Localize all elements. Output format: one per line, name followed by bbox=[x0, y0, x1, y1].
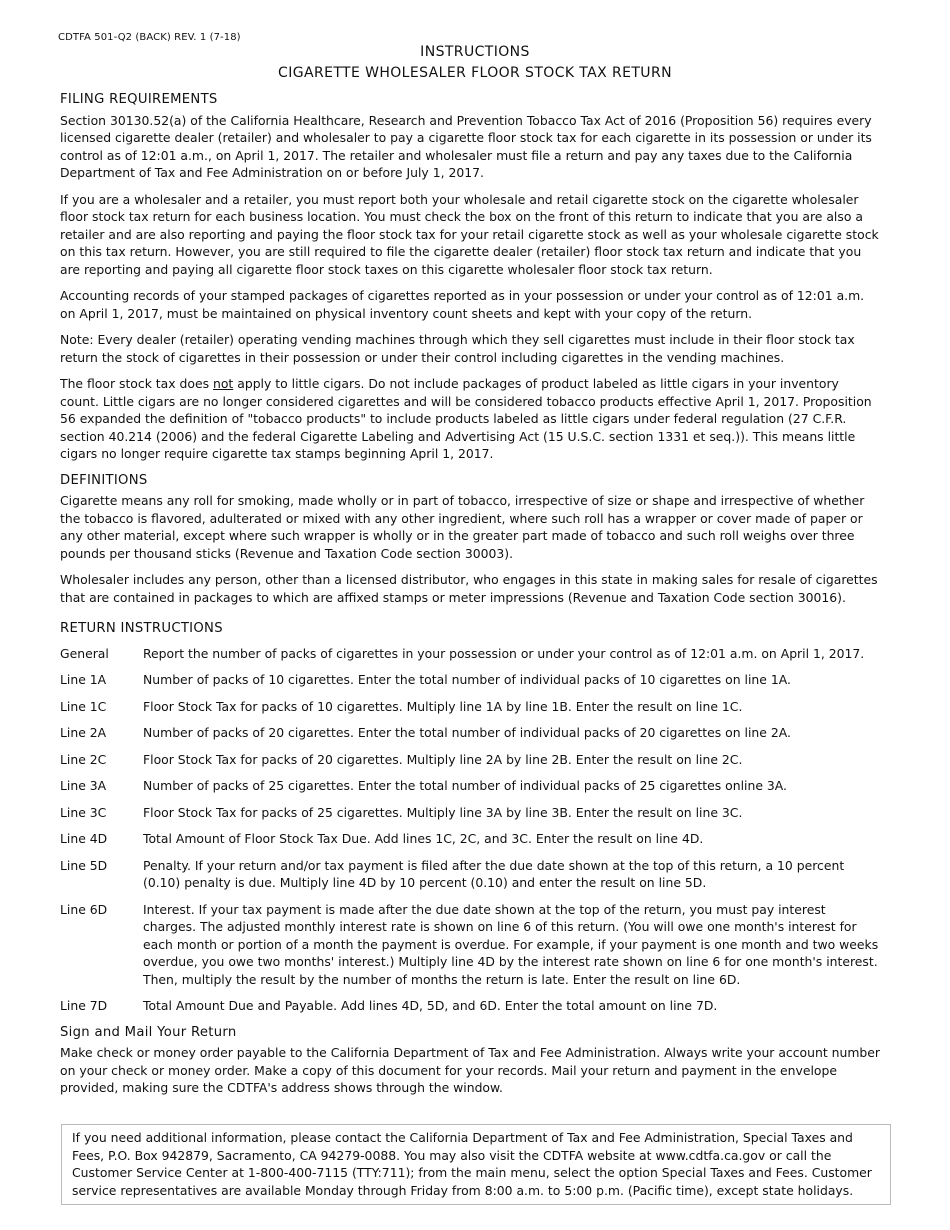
additional-info-box: If you need additional information, please contact the California Department of Tax and Fee Administration, Special Taxes and Fees, P.O. Box 942879, Sacramento, CA 94279-0088. You may also visit the CDTFA website at www.cdtfa.ca.gov or call the Customer Service Center at 1-800-400-7115 (TTY:711); from the main menu, select the option Special Taxes and Fees. Customer service representatives are available Monday through Friday from 8:00 a.m. to 5:00 p.m. (Pacific time), except state holidays. bbox=[61, 1124, 891, 1205]
filing-requirements-heading: FILING REQUIREMENTS bbox=[60, 92, 218, 107]
filing-paragraph-5 bbox=[60, 375, 880, 463]
instruction-text: Number of packs of 10 cigarettes. Enter the total number of individual packs of 10 cigarettes on line 1A. bbox=[143, 672, 791, 687]
definition-cigarette: Cigarette means any roll for smoking, made wholly or in part of tobacco, irrespective of size or shape and irrespective of whether the tobacco is flavored, adulterated or mixed with any other ingredient, where such roll has a wrapper or cover made of paper or any other material, except where such wrapper is wholly or in the greater part made of tobacco and such roll weighs over three pounds per thousand sticks (Revenue and Taxation Code section 30003). bbox=[60, 493, 865, 561]
instruction-text: Floor Stock Tax for packs of 25 cigarettes. Multiply line 3A by line 3B. Enter the result on line 3C. bbox=[143, 804, 743, 820]
sign-and-mail-paragraph: Make check or money order payable to the California Department of Tax and Fee Administration. Always write your account number on your check or money order. Make a copy of this document for your records. Mail your return and payment in the envelope provided, making sure the CDTFA's address shows through the window. bbox=[60, 1045, 880, 1095]
instruction-text: Interest. If your tax payment is made after the due date shown at the top of the return, you must pay interest charges. The adjusted monthly interest rate is shown on line 6 of this return. (You will owe one month's interest for each month or portion of a month the payment is overdue. For example, if your payment is one month and two weeks overdue, you owe two months' interest.) Multiply line 4D by the interest rate shown on line 6 for one month's interest. Then, multiply the result by the number of months the return is late. Enter the result on line 6D. bbox=[143, 901, 879, 987]
instruction-line-label: Line 7D bbox=[60, 998, 108, 1013]
definition-wholesaler: Wholesaler includes any person, other than a licensed distributor, who engages in this state in making sales for resale of cigarettes that are contained in packages to which are affixed stamps or meter impressions (Revenue and Taxation Code section 30016). bbox=[60, 572, 878, 605]
instruction-row bbox=[60, 671, 880, 689]
little-cigars-text-a: The floor stock tax does bbox=[60, 376, 213, 391]
instruction-line-label: Line 1A bbox=[60, 672, 107, 687]
instruction-line-label: Line 6D bbox=[60, 901, 108, 917]
instruction-row bbox=[60, 724, 880, 742]
instruction-text: Total Amount of Floor Stock Tax Due. Add lines 1C, 2C, and 3C. Enter the result on line 4D. bbox=[143, 831, 704, 846]
instruction-row bbox=[60, 751, 880, 769]
instruction-row bbox=[60, 645, 880, 663]
little-cigars-text-b: apply to little cigars. Do not include packages of product labeled as little cigars in your inventory count. Little cigars are no longer considered cigarettes and will be considered tobacco products effective April 1, 2017. Proposition 56 expanded the definition of "tobacco products" to include products labeled as little cigars under federal regulation (27 C.F.R. section 40.214 (2006) and the federal Cigarette Labeling and Advertising Act (15 U.S.C. section 1331 et seq.)). This means little cigars no longer require cigarette tax stamps beginning April 1, 2017. bbox=[60, 376, 872, 461]
title-line-1: INSTRUCTIONS bbox=[420, 44, 530, 60]
instruction-line-label: Line 4D bbox=[60, 831, 108, 846]
little-cigars-not-underlined: not bbox=[213, 376, 234, 391]
instruction-line-label: Line 3C bbox=[60, 804, 107, 820]
filing-paragraph-3: Accounting records of your stamped packages of cigarettes reported as in your possession or under your control as of 12:01 a.m. on April 1, 2017, must be maintained on physical inventory count sheets and kept with your copy of the return. bbox=[60, 288, 865, 321]
instruction-line-label: Line 2A bbox=[60, 725, 107, 740]
filing-paragraph-4: Note: Every dealer (retailer) operating vending machines through which they sell cigarettes must include in their floor stock tax return the stock of cigarettes in their possession or under their control including cigarettes in the vending machines. bbox=[60, 332, 855, 365]
return-instructions-heading: RETURN INSTRUCTIONS bbox=[60, 621, 223, 636]
filing-paragraph-1: Section 30130.52(a) of the California Healthcare, Research and Prevention Tobacco Tax Act of 2016 (Proposition 56) requires every licensed cigarette dealer (retailer) and wholesaler to pay a cigarette floor stock tax for each cigarette in its possession or under its control as of 12:01 a.m., on April 1, 2017. The retailer and wholesaler must file a return and pay any taxes due to the California Department of Tax and Fee Administration on or before July 1, 2017. bbox=[60, 112, 872, 180]
instruction-text: Report the number of packs of cigarettes in your possession or under your control as of 12:01 a.m. on April 1, 2017. bbox=[143, 645, 865, 661]
instruction-line-label: Line 2C bbox=[60, 751, 107, 767]
definitions-heading: DEFINITIONS bbox=[60, 472, 148, 488]
filing-paragraph-2: If you are a wholesaler and a retailer, you must report both your wholesale and retail cigarette stock on the cigarette wholesaler floor stock tax return for each business location. You must check the box on the front of this return to indicate that you are also a retailer and are also reporting and paying the floor stock tax for your retail cigarette stock as well as your wholesale cigarette stock on this tax return. However, you are still required to file the cigarette dealer (retailer) floor stock tax return and indicate that you are reporting and paying all cigarette floor stock taxes on this cigarette wholesaler floor stock tax return. bbox=[60, 191, 879, 277]
instruction-row bbox=[60, 804, 880, 822]
instruction-text: Floor Stock Tax for packs of 10 cigarettes. Multiply line 1A by line 1B. Enter the result on line 1C. bbox=[143, 698, 743, 714]
instruction-text: Number of packs of 20 cigarettes. Enter the total number of individual packs of 20 cigarettes on line 2A. bbox=[143, 725, 791, 740]
instruction-row bbox=[60, 698, 880, 716]
instructions-body bbox=[60, 91, 880, 1106]
instruction-text: Penalty. If your return and/or tax payment is filed after the due date shown at the top of this return, a 10 percent (0.10) penalty is due. Multiply line 4D by 10 percent (0.10) and enter the result on line 5D. bbox=[143, 857, 845, 890]
title-line-2: CIGARETTE WHOLESALER FLOOR STOCK TAX RETURN bbox=[278, 65, 672, 81]
instruction-line-label: Line 5D bbox=[60, 857, 108, 873]
instruction-row bbox=[60, 857, 880, 892]
instruction-row bbox=[60, 997, 880, 1015]
page-title bbox=[0, 42, 950, 84]
instruction-row bbox=[60, 901, 880, 989]
instruction-text: Floor Stock Tax for packs of 20 cigarettes. Multiply line 2A by line 2B. Enter the result on line 2C. bbox=[143, 751, 743, 767]
instruction-text: Total Amount Due and Payable. Add lines 4D, 5D, and 6D. Enter the total amount on line 7D. bbox=[143, 998, 718, 1013]
instruction-line-label: Line 1C bbox=[60, 698, 107, 714]
form-id: CDTFA 501-Q2 (BACK) REV. 1 (7-18) bbox=[58, 32, 241, 43]
instruction-text: Number of packs of 25 cigarettes. Enter the total number of individual packs of 25 cigarettes online 3A. bbox=[143, 778, 787, 793]
instruction-line-label: Line 3A bbox=[60, 778, 107, 793]
sign-and-mail-heading: Sign and Mail Your Return bbox=[60, 1024, 237, 1040]
instruction-line-label: General bbox=[60, 645, 109, 661]
instruction-row bbox=[60, 777, 880, 795]
instruction-row bbox=[60, 830, 880, 848]
